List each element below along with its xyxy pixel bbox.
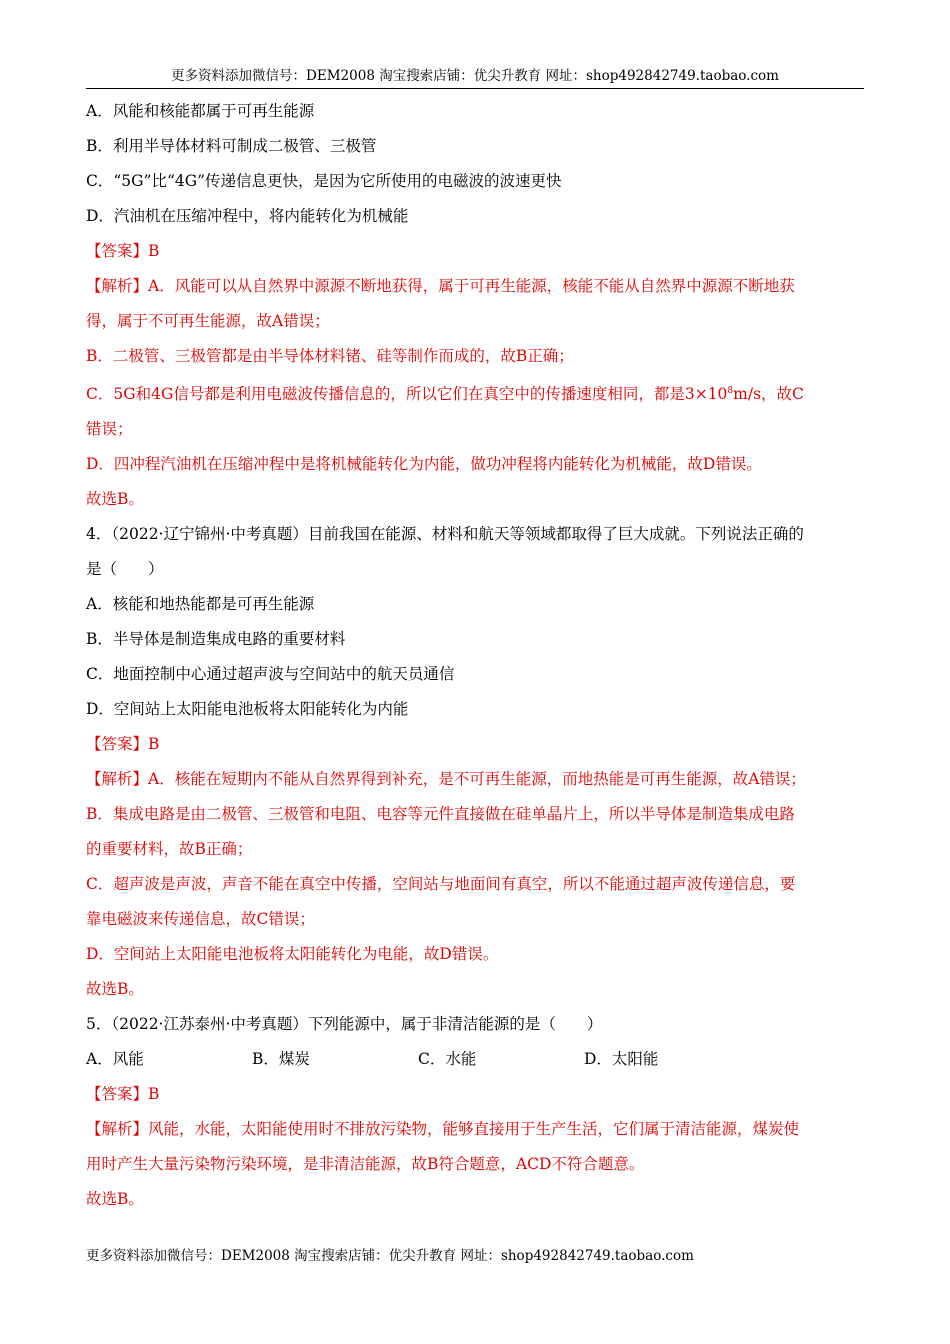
q3-option-b: B．利用半导体材料可制成二极管、三极管 [86, 137, 377, 155]
q3-analysis-a2: 得，属于不可再生能源，故A错误； [86, 312, 330, 330]
q4-analysis-5: 靠电磁波来传递信息，故C错误； [86, 910, 315, 928]
q4-conclusion: 故选B。 [86, 980, 144, 998]
q3-analysis-d: D．四冲程汽油机在压缩冲程中是将机械能转化为内能，做功冲程将内能转化为机械能，故D错误。 [86, 455, 762, 473]
q3-answer: 【答案】B [86, 242, 160, 260]
q4-analysis-4: C．超声波是声波，声音不能在真空中传播，空间站与地面间有真空，所以不能通过超声波传递信息，要 [86, 875, 796, 893]
q4-analysis-1: 【解析】A．核能在短期内不能从自然界得到补充，是不可再生能源，而地热能是可再生能源，故A错误； [86, 770, 806, 788]
q3-analysis-c2: 错误； [86, 420, 133, 438]
q4-stem-1: 4．（2022·辽宁锦州·中考真题）目前我国在能源、材料和航天等领域都取得了巨大成就。下列说法正确的 [86, 525, 804, 543]
q3-analysis-c1-post: m/s，故C [733, 385, 804, 403]
q4-analysis-6: D．空间站上太阳能电池板将太阳能转化为电能，故D错误。 [86, 945, 499, 963]
q4-option-c: C．地面控制中心通过超声波与空间站中的航天员通信 [86, 665, 455, 683]
q3-analysis-c1-exponent: 8 [727, 386, 734, 396]
q4-option-b: B．半导体是制造集成电路的重要材料 [86, 630, 346, 648]
q5-analysis-2: 用时产生大量污染物污染环境，是非清洁能源，故B符合题意，ACD不符合题意。 [86, 1155, 645, 1173]
q4-option-a: A．核能和地热能都是可再生能源 [86, 595, 315, 613]
q5-option-c: C．水能 [418, 1050, 477, 1068]
document-body [86, 94, 864, 1217]
q5-options [86, 1042, 864, 1077]
q4-answer: 【答案】B [86, 735, 160, 753]
q5-stem: 5．（2022·江苏泰州·中考真题）下列能源中，属于非清洁能源的是（ ） [86, 1015, 603, 1033]
q5-conclusion: 故选B。 [86, 1190, 144, 1208]
page-header: 更多资料添加微信号：DEM2008 淘宝搜索店铺：优尖升教育 网址：shop492842749.taobao.com [86, 66, 864, 89]
q3-option-d: D．汽油机在压缩冲程中，将内能转化为机械能 [86, 207, 409, 225]
q5-option-d: D．太阳能 [584, 1050, 659, 1068]
q3-option-c: C．“5G”比“4G”传递信息更快，是因为它所使用的电磁波的波速更快 [86, 172, 562, 190]
q3-option-a: A．风能和核能都属于可再生能源 [86, 102, 315, 120]
q3-analysis-a1: 【解析】A．风能可以从自然界中源源不断地获得，属于可再生能源，核能不能从自然界中源源不断地获 [86, 277, 795, 295]
q4-stem-2: 是（ ） [86, 560, 164, 578]
q4-analysis-3: 的重要材料，故B正确； [86, 840, 253, 858]
page-footer: 更多资料添加微信号：DEM2008 淘宝搜索店铺：优尖升教育 网址：shop492842749.taobao.com [86, 1248, 694, 1264]
q5-answer: 【答案】B [86, 1085, 160, 1103]
q3-analysis-b: B．二极管、三极管都是由半导体材料锗、硅等制作而成的，故B正确； [86, 347, 574, 365]
q3-analysis-c1-pre: C．5G和4G信号都是利用电磁波传播信息的，所以它们在真空中的传播速度相同，都是3×10 [86, 385, 728, 403]
q3-analysis-c1 [86, 374, 864, 412]
q5-analysis-1: 【解析】风能，水能，太阳能使用时不排放污染物，能够直接用于生产生活，它们属于清洁能源，煤炭使 [86, 1120, 800, 1138]
q5-option-a: A．风能 [86, 1050, 144, 1068]
q4-option-d: D．空间站上太阳能电池板将太阳能转化为内能 [86, 700, 409, 718]
q4-analysis-2: B．集成电路是由二极管、三极管和电阻、电容等元件直接做在硅单晶片上，所以半导体是制造集成电路 [86, 805, 795, 823]
q5-option-b: B．煤炭 [252, 1050, 310, 1068]
q3-conclusion: 故选B。 [86, 490, 144, 508]
